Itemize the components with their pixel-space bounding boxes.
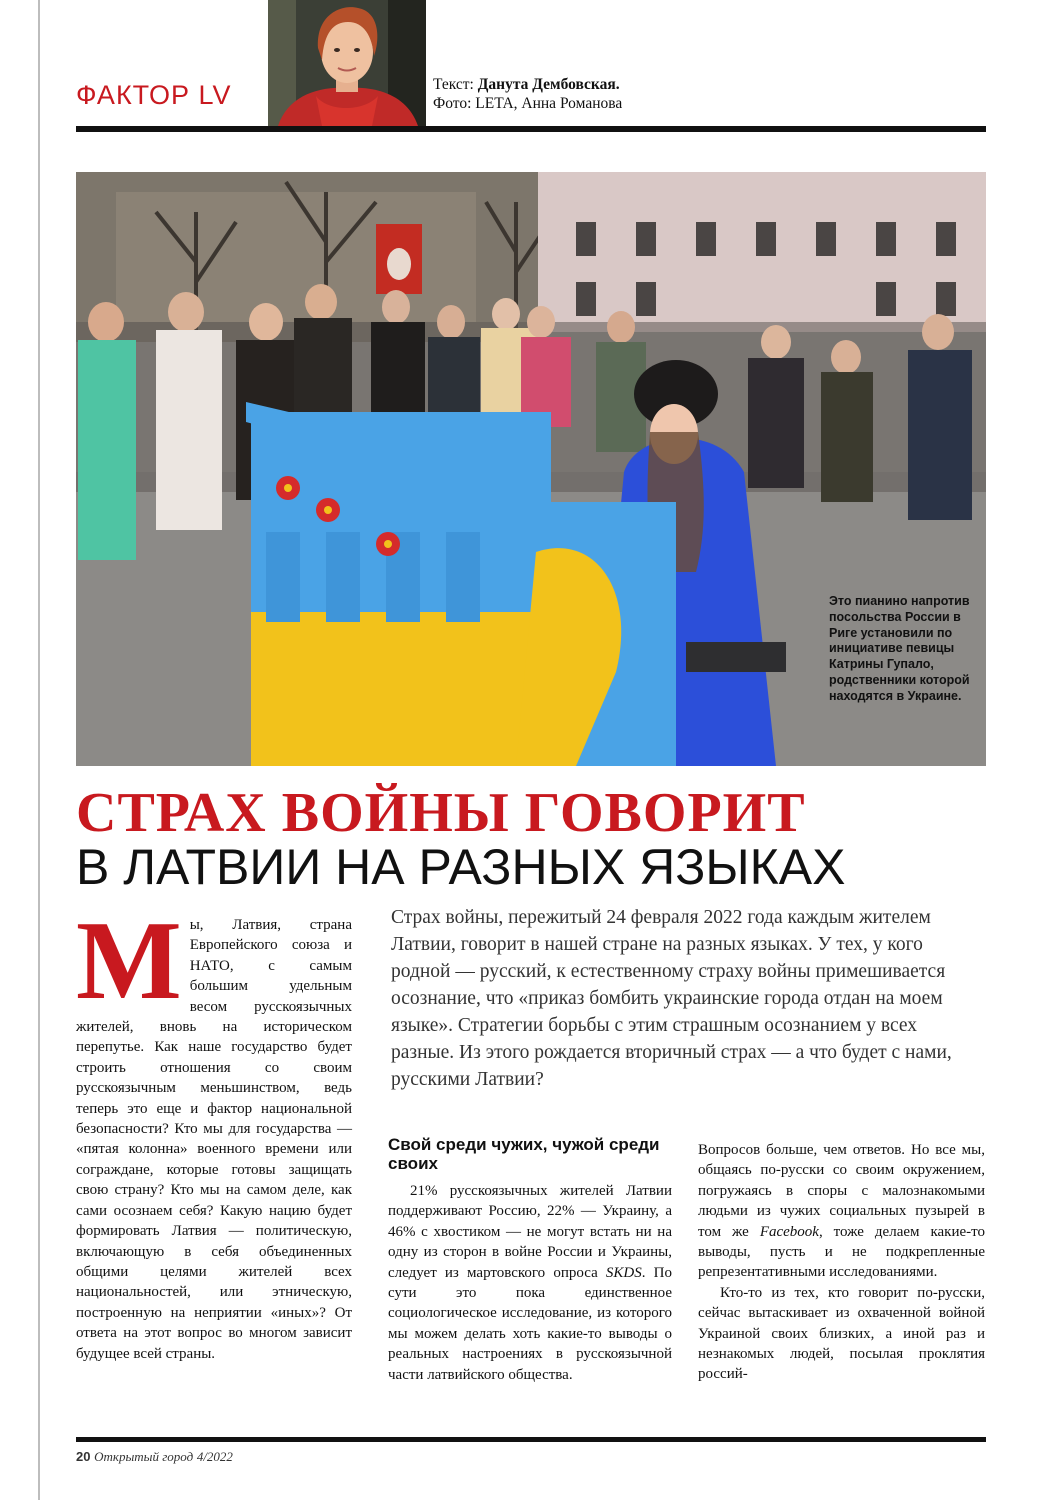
mid-text-italic: SKDS [605,1264,642,1281]
photo-caption: Это пианино напротив посольства России в Риге установили по инициативе певицы Катрины Гупало, родственники которой находятся в Украине. [829,594,970,703]
right-p1-b: , тоже делаем какие-то выводы, пусть и не подкрепленные репрезентативными исследованиями. [698,1223,986,1281]
headline-line-1: СТРАХ ВОЙНЫ ГОВОРИТ [76,782,806,844]
lead-paragraph: Страх войны, пережитый 24 февраля 2022 года каждым жителем Латвии, говорит в нашей стране на разных языках. У тех, у кого родной — русский, к естественному страху войны примешивается осознание, что «приказ бомбить украинские города отдан на моем языке». Стратегии борьбы с этим страшным осознанием у всех разные. Из этого рождается вторичный страх — а что будет с нами, русскими Латвии? [391,907,952,1090]
section-label: ФАКТОР LV [76,80,232,110]
right-p1-italic: Facebook [759,1223,819,1240]
issue-number: 4/2022 [196,1449,233,1464]
drop-cap: М [76,899,182,1023]
subheading: Свой среди чужих, чужой среди своих [388,1135,660,1173]
text-credit [433,75,622,94]
mid-text-b: . По сути это пока единственное социологическое исследование, из которого мы можем делать хоть какие-то выводы о реальных настроениях в русскоязычной части латвийского общества. [388,1264,672,1383]
article-column-middle [388,1181,672,1385]
headline-line-2: В ЛАТВИИ НА РАЗНЫХ ЯЗЫКАХ [76,839,846,895]
article-column-left [76,899,352,1364]
intro-paragraph: ы, Латвия, страна Европейского союза и НАТО, с самым большим удельным весом русскоязычных жителей, вновь на историческом перепутье. Как наше государство будет строить отношения со своим русскоязычным меньшинством, ведь теперь это еще и фактор национальной безопасности? Кто мы для государства — «пятая колонна» военного времени или сограждане, которые готовы защищать свою страну? Кто мы на самом деле, как сами осознаем себя? Какую нацию будет формировать Латвия — политическую, включающую в себя объединенных общими целями жителей всех национальностей, или этническую, построенную на неприятии «иных»? От ответа на этот вопрос во многом зависит будущее всей страны. [76,917,352,1362]
magazine-name: Открытый город [94,1449,194,1464]
credits [433,75,622,113]
mid-text-a: 21% русскоязычных жителей Латвии поддерживают Россию, 22% — Украину, а 46% с хвостиком — не могут встать ни на одну из сторон в войне России и Украины, следует из мартовского опроса [388,1183,672,1281]
bottom-rule [76,1437,986,1442]
photo-credit [433,94,622,113]
right-paragraph-1 [698,1140,985,1283]
page-footer [76,1449,233,1465]
right-p1-a: Вопросов больше, чем ответов. Но все мы, общаясь по-русски со своим окружением, погружаясь в споры с малознакомыми людьми из чужих социальных пузырей в том же [698,1142,985,1240]
photo-credit-names: LETA, Анна Романова [475,95,623,112]
text-credit-label: Текст: [433,76,474,93]
page-number: 20 [76,1449,91,1464]
top-rule [76,126,986,132]
text-credit-author: Данута Дембовская. [477,76,620,93]
page-margin-line [38,0,40,1500]
right-paragraph-2: Кто-то из тех, кто говорит по-русски, сейчас вытаскивает из охваченной войной Украиной своих близких, а иной раз и незнакомых людей, посылая проклятия россий- [698,1284,985,1383]
article-column-right [698,1140,985,1385]
photo-credit-label: Фото: [433,95,472,112]
author-photo [268,0,426,126]
